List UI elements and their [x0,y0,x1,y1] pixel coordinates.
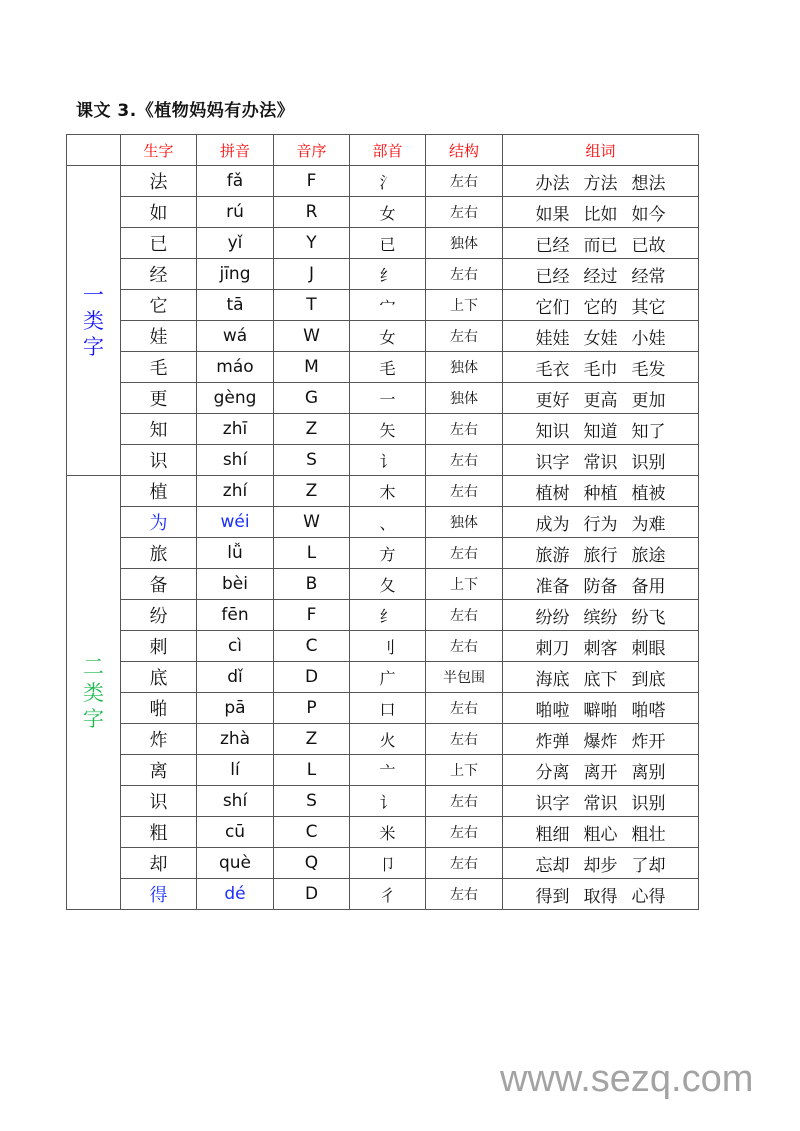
character-cell: 却 [121,848,197,879]
pinyin-cell: zhí [197,476,274,507]
structure-cell: 左右 [426,631,503,662]
radical-cell: 纟 [350,259,426,290]
word: 知了 [631,421,666,442]
initial-cell: L [274,538,350,569]
table-row [67,507,699,538]
words-cell [503,879,699,910]
word: 纷飞 [631,607,666,628]
structure-cell: 上下 [426,755,503,786]
word: 到底 [631,669,666,690]
word: 小娃 [631,328,666,349]
pinyin-cell: shí [197,786,274,817]
initial-cell: C [274,631,350,662]
words-cell [503,693,699,724]
character-cell: 得 [121,879,197,910]
header-character: 生字 [121,135,197,166]
radical-cell: 火 [350,724,426,755]
character-cell: 它 [121,290,197,321]
word: 离开 [583,762,618,783]
word: 更高 [583,390,618,411]
radical-cell: 讠 [350,786,426,817]
word: 备用 [631,576,666,597]
words-cell [503,445,699,476]
pinyin-cell: cì [197,631,274,662]
word: 分离 [535,762,570,783]
structure-cell: 左右 [426,538,503,569]
structure-cell: 左右 [426,166,503,197]
word: 如果 [535,204,570,225]
pinyin-cell: bèi [197,569,274,600]
word: 啪嗒 [631,700,666,721]
word: 想法 [631,173,666,194]
word: 爆炸 [583,731,618,752]
initial-cell: Z [274,724,350,755]
word: 粗细 [535,824,570,845]
pinyin-cell: zhà [197,724,274,755]
structure-cell: 左右 [426,817,503,848]
word: 心得 [631,886,666,907]
initial-cell: L [274,755,350,786]
initial-cell: S [274,445,350,476]
initial-cell: D [274,662,350,693]
table-row [67,817,699,848]
character-cell: 法 [121,166,197,197]
word: 炸开 [631,731,666,752]
word: 常识 [583,793,618,814]
initial-cell: B [274,569,350,600]
structure-cell: 左右 [426,724,503,755]
radical-cell: 女 [350,197,426,228]
initial-cell: P [274,693,350,724]
table-row [67,879,699,910]
radical-cell: 彳 [350,879,426,910]
table-row [67,445,699,476]
table-row [67,786,699,817]
table-row [67,724,699,755]
table-header-row [67,135,699,166]
structure-cell: 上下 [426,569,503,600]
words-cell [503,476,699,507]
structure-cell: 独体 [426,228,503,259]
radical-cell: 卩 [350,848,426,879]
word: 已经 [535,235,570,256]
pinyin-cell: wá [197,321,274,352]
structure-cell: 左右 [426,321,503,352]
word: 办法 [535,173,570,194]
pinyin-cell: fǎ [197,166,274,197]
words-cell [503,259,699,290]
character-cell: 如 [121,197,197,228]
word: 经常 [631,266,666,287]
words-cell [503,414,699,445]
word: 海底 [535,669,570,690]
radical-cell: 、 [350,507,426,538]
word: 而已 [583,235,618,256]
pinyin-cell: dǐ [197,662,274,693]
pinyin-cell: gèng [197,383,274,414]
character-cell: 为 [121,507,197,538]
table-row [67,662,699,693]
pinyin-cell: jīng [197,259,274,290]
structure-cell: 左右 [426,879,503,910]
word: 取得 [583,886,618,907]
table-row [67,228,699,259]
structure-cell: 左右 [426,414,503,445]
word: 底下 [583,669,618,690]
pinyin-cell: cū [197,817,274,848]
word: 行为 [583,514,618,535]
word: 为难 [631,514,666,535]
word: 刺客 [583,638,618,659]
character-cell: 植 [121,476,197,507]
words-cell [503,631,699,662]
initial-cell: G [274,383,350,414]
table-row [67,321,699,352]
pinyin-cell: zhī [197,414,274,445]
word: 刺眼 [631,638,666,659]
word: 得到 [535,886,570,907]
word: 毛巾 [583,359,618,380]
word: 旅行 [583,545,618,566]
table-row [67,414,699,445]
initial-cell: Z [274,414,350,445]
initial-cell: Q [274,848,350,879]
words-cell [503,197,699,228]
words-cell [503,755,699,786]
radical-cell: 方 [350,538,426,569]
words-cell [503,848,699,879]
word: 旅游 [535,545,570,566]
watermark: www.sezq.com [500,1058,754,1100]
word: 纷纷 [535,607,570,628]
word: 离别 [631,762,666,783]
pinyin-cell: què [197,848,274,879]
radical-cell: 一 [350,383,426,414]
radical-cell: 毛 [350,352,426,383]
word: 忘却 [535,855,570,876]
words-cell [503,569,699,600]
initial-cell: M [274,352,350,383]
structure-cell: 左右 [426,197,503,228]
initial-cell: F [274,166,350,197]
words-cell [503,321,699,352]
table-row [67,693,699,724]
character-cell: 经 [121,259,197,290]
pinyin-cell: yǐ [197,228,274,259]
initial-cell: R [274,197,350,228]
word: 它们 [535,297,570,318]
word: 植被 [631,483,666,504]
structure-cell: 左右 [426,445,503,476]
word: 炸弹 [535,731,570,752]
structure-cell: 独体 [426,352,503,383]
words-cell [503,724,699,755]
character-cell: 粗 [121,817,197,848]
word: 更好 [535,390,570,411]
structure-cell: 左右 [426,693,503,724]
radical-cell: 女 [350,321,426,352]
initial-cell: Z [274,476,350,507]
word: 毛衣 [535,359,570,380]
table-row [67,476,699,507]
character-cell: 识 [121,786,197,817]
words-cell [503,352,699,383]
word: 啪啦 [535,700,570,721]
pinyin-cell: fēn [197,600,274,631]
words-cell [503,383,699,414]
table-row [67,259,699,290]
character-cell: 毛 [121,352,197,383]
words-cell [503,538,699,569]
word: 知道 [583,421,618,442]
word: 女娃 [583,328,618,349]
word: 方法 [583,173,618,194]
word: 它的 [583,297,618,318]
radical-cell: 宀 [350,290,426,321]
character-cell: 刺 [121,631,197,662]
pinyin-cell: shí [197,445,274,476]
initial-cell: T [274,290,350,321]
pinyin-cell: wéi [197,507,274,538]
pinyin-cell: lí [197,755,274,786]
header-pinyin: 拼音 [197,135,274,166]
word: 知识 [535,421,570,442]
word: 已经 [535,266,570,287]
group-header-empty [67,135,121,166]
structure-cell: 独体 [426,383,503,414]
word: 防备 [583,576,618,597]
word: 识字 [535,793,570,814]
character-cell: 知 [121,414,197,445]
table-row [67,197,699,228]
words-cell [503,507,699,538]
table-row [67,166,699,197]
word: 准备 [535,576,570,597]
structure-cell: 左右 [426,848,503,879]
pinyin-cell: tā [197,290,274,321]
lesson-title: 课文 3.《植物妈妈有办法》 [76,101,295,121]
initial-cell: W [274,321,350,352]
vocabulary-table [66,134,699,910]
initial-cell: Y [274,228,350,259]
word: 刺刀 [535,638,570,659]
words-cell [503,600,699,631]
character-cell: 底 [121,662,197,693]
character-cell: 旅 [121,538,197,569]
header-radical: 部首 [350,135,426,166]
radical-cell: 氵 [350,166,426,197]
word: 噼啪 [583,700,618,721]
word: 常识 [583,452,618,473]
words-cell [503,662,699,693]
word: 种植 [583,483,618,504]
word: 毛发 [631,359,666,380]
word: 识别 [631,793,666,814]
word: 却步 [583,855,618,876]
word: 更加 [631,390,666,411]
pinyin-cell: lǚ [197,538,274,569]
table-row [67,538,699,569]
radical-cell: 讠 [350,445,426,476]
initial-cell: W [274,507,350,538]
word: 成为 [535,514,570,535]
initial-cell: F [274,600,350,631]
word: 如今 [631,204,666,225]
initial-cell: J [274,259,350,290]
structure-cell: 左右 [426,600,503,631]
pinyin-cell: máo [197,352,274,383]
header-words: 组词 [503,135,699,166]
character-cell: 备 [121,569,197,600]
words-cell [503,228,699,259]
table-row [67,631,699,662]
structure-cell: 上下 [426,290,503,321]
pinyin-cell: pā [197,693,274,724]
radical-cell: 广 [350,662,426,693]
word: 娃娃 [535,328,570,349]
initial-cell: S [274,786,350,817]
structure-cell: 独体 [426,507,503,538]
character-cell: 更 [121,383,197,414]
structure-cell: 半包围 [426,662,503,693]
table-row [67,600,699,631]
word: 已故 [631,235,666,256]
header-structure: 结构 [426,135,503,166]
word: 经过 [583,266,618,287]
words-cell [503,166,699,197]
word: 植树 [535,483,570,504]
character-cell: 啪 [121,693,197,724]
radical-cell: 木 [350,476,426,507]
radical-cell: 矢 [350,414,426,445]
word: 识别 [631,452,666,473]
character-cell: 娃 [121,321,197,352]
radical-cell: 纟 [350,600,426,631]
word: 了却 [631,855,666,876]
radical-cell: 夂 [350,569,426,600]
structure-cell: 左右 [426,786,503,817]
character-cell: 识 [121,445,197,476]
radical-cell: 米 [350,817,426,848]
words-cell [503,290,699,321]
pinyin-cell: dé [197,879,274,910]
structure-cell: 左右 [426,476,503,507]
word: 缤纷 [583,607,618,628]
word: 旅途 [631,545,666,566]
word: 其它 [631,297,666,318]
radical-cell: 口 [350,693,426,724]
initial-cell: D [274,879,350,910]
group-label: 二 类 字 [67,476,121,910]
word: 比如 [583,204,618,225]
group-label: 一 类 字 [67,166,121,476]
table-row [67,569,699,600]
word: 识字 [535,452,570,473]
character-cell: 已 [121,228,197,259]
radical-cell: 刂 [350,631,426,662]
initial-cell: C [274,817,350,848]
radical-cell: 已 [350,228,426,259]
table-row [67,848,699,879]
table-row [67,383,699,414]
structure-cell: 左右 [426,259,503,290]
table-row [67,290,699,321]
table-row [67,352,699,383]
table-row [67,755,699,786]
radical-cell: 亠 [350,755,426,786]
header-initial: 音序 [274,135,350,166]
pinyin-cell: rú [197,197,274,228]
word: 粗心 [583,824,618,845]
words-cell [503,786,699,817]
words-cell [503,817,699,848]
word: 粗壮 [631,824,666,845]
character-cell: 离 [121,755,197,786]
character-cell: 炸 [121,724,197,755]
character-cell: 纷 [121,600,197,631]
